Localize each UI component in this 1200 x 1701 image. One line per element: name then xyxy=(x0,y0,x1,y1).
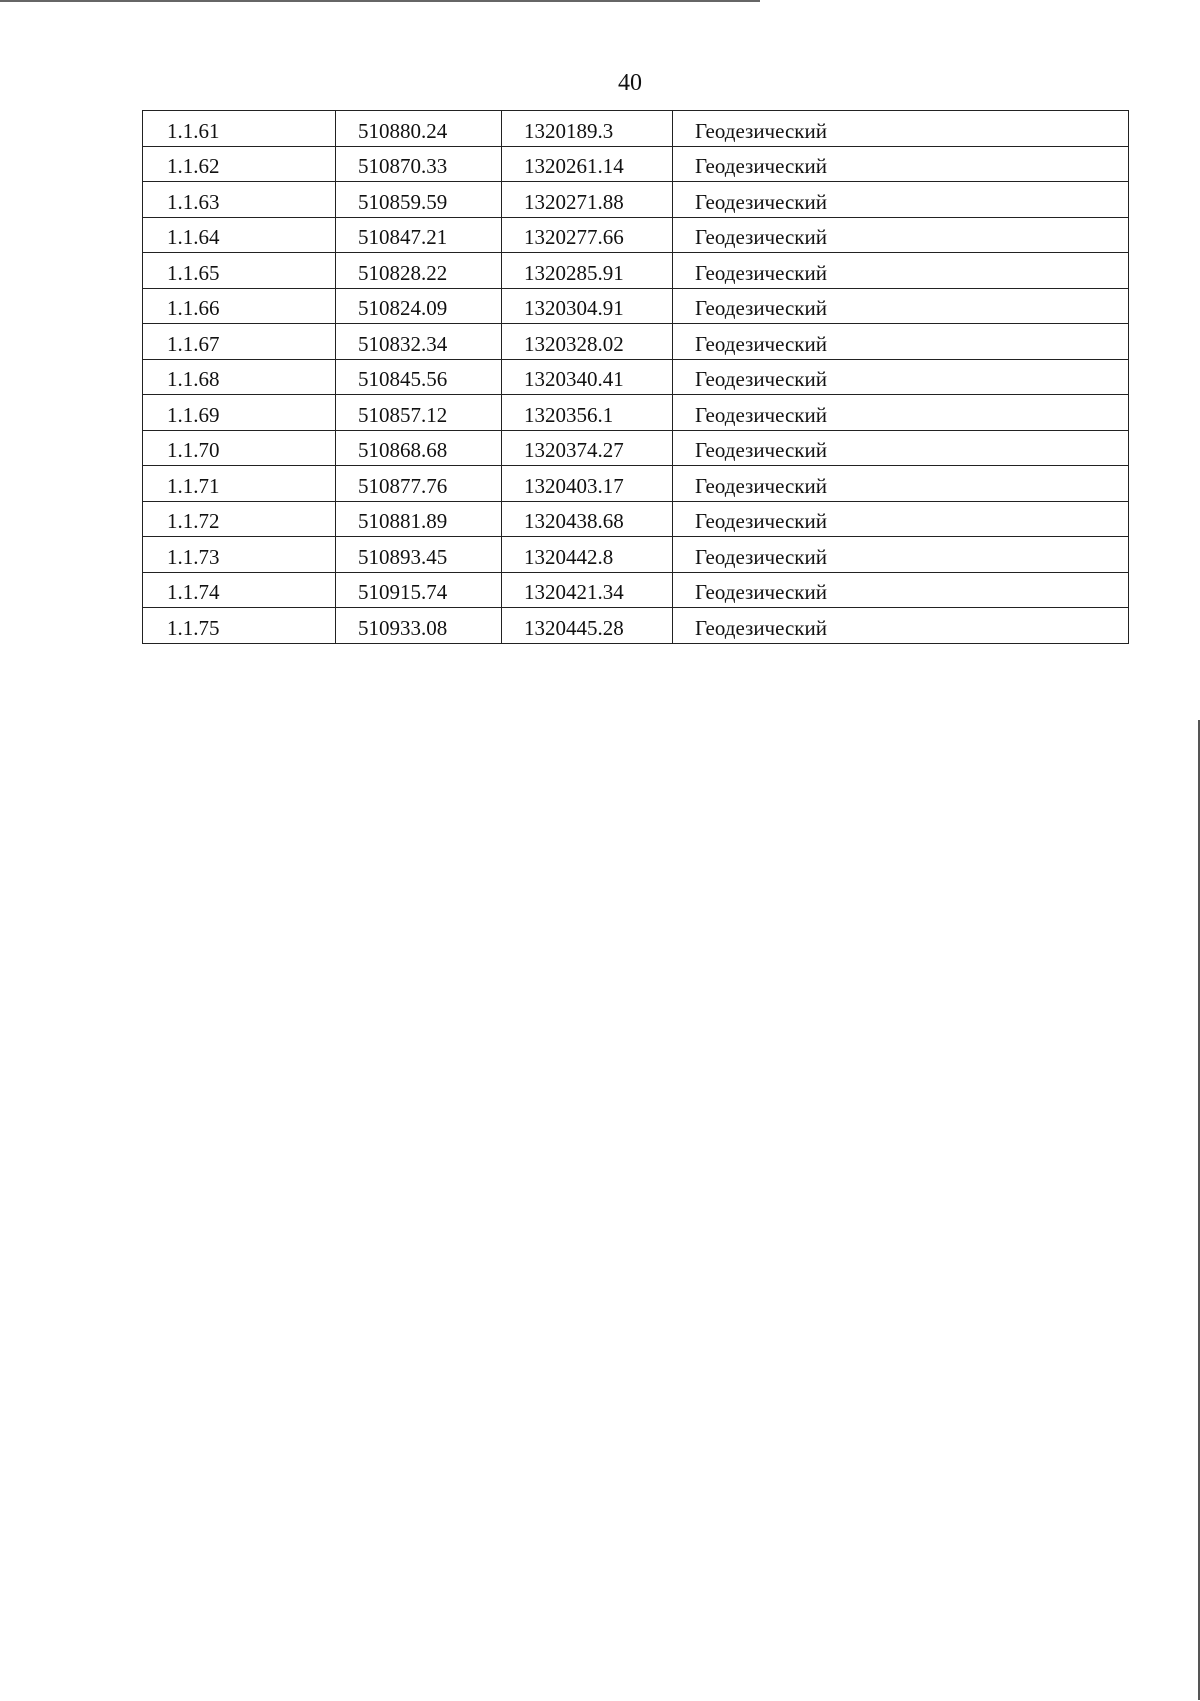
method-cell: Геодезический xyxy=(673,146,1129,182)
method-cell: Геодезический xyxy=(673,359,1129,395)
method-cell: Геодезический xyxy=(673,395,1129,431)
x-coordinate-cell: 510824.09 xyxy=(336,288,502,324)
y-coordinate-cell: 1320271.88 xyxy=(502,182,673,218)
method-cell: Геодезический xyxy=(673,608,1129,644)
point-number-cell: 1.1.69 xyxy=(143,395,336,431)
table-row xyxy=(143,572,1129,608)
y-coordinate-cell: 1320328.02 xyxy=(502,324,673,360)
point-number-cell: 1.1.61 xyxy=(143,111,336,147)
x-coordinate-cell: 510915.74 xyxy=(336,572,502,608)
point-number-cell: 1.1.68 xyxy=(143,359,336,395)
table-row xyxy=(143,501,1129,537)
table-row xyxy=(143,217,1129,253)
table-row xyxy=(143,466,1129,502)
table-row xyxy=(143,537,1129,573)
point-number-cell: 1.1.62 xyxy=(143,146,336,182)
method-cell: Геодезический xyxy=(673,253,1129,289)
y-coordinate-cell: 1320438.68 xyxy=(502,501,673,537)
scan-top-edge xyxy=(0,0,760,2)
point-number-cell: 1.1.70 xyxy=(143,430,336,466)
x-coordinate-cell: 510847.21 xyxy=(336,217,502,253)
x-coordinate-cell: 510893.45 xyxy=(336,537,502,573)
point-number-cell: 1.1.67 xyxy=(143,324,336,360)
x-coordinate-cell: 510828.22 xyxy=(336,253,502,289)
point-number-cell: 1.1.75 xyxy=(143,608,336,644)
method-cell: Геодезический xyxy=(673,288,1129,324)
point-number-cell: 1.1.72 xyxy=(143,501,336,537)
method-cell: Геодезический xyxy=(673,324,1129,360)
x-coordinate-cell: 510859.59 xyxy=(336,182,502,218)
table-row xyxy=(143,395,1129,431)
y-coordinate-cell: 1320421.34 xyxy=(502,572,673,608)
method-cell: Геодезический xyxy=(673,572,1129,608)
x-coordinate-cell: 510880.24 xyxy=(336,111,502,147)
method-cell: Геодезический xyxy=(673,537,1129,573)
coordinates-table xyxy=(142,110,1129,644)
point-number-cell: 1.1.73 xyxy=(143,537,336,573)
y-coordinate-cell: 1320442.8 xyxy=(502,537,673,573)
y-coordinate-cell: 1320445.28 xyxy=(502,608,673,644)
x-coordinate-cell: 510870.33 xyxy=(336,146,502,182)
table-row xyxy=(143,430,1129,466)
table-row xyxy=(143,253,1129,289)
table-row xyxy=(143,288,1129,324)
x-coordinate-cell: 510845.56 xyxy=(336,359,502,395)
y-coordinate-cell: 1320189.3 xyxy=(502,111,673,147)
point-number-cell: 1.1.64 xyxy=(143,217,336,253)
table-row xyxy=(143,182,1129,218)
x-coordinate-cell: 510881.89 xyxy=(336,501,502,537)
y-coordinate-cell: 1320304.91 xyxy=(502,288,673,324)
point-number-cell: 1.1.65 xyxy=(143,253,336,289)
x-coordinate-cell: 510857.12 xyxy=(336,395,502,431)
method-cell: Геодезический xyxy=(673,217,1129,253)
point-number-cell: 1.1.74 xyxy=(143,572,336,608)
method-cell: Геодезический xyxy=(673,501,1129,537)
coordinates-table-body xyxy=(143,111,1129,644)
y-coordinate-cell: 1320374.27 xyxy=(502,430,673,466)
method-cell: Геодезический xyxy=(673,182,1129,218)
point-number-cell: 1.1.71 xyxy=(143,466,336,502)
y-coordinate-cell: 1320403.17 xyxy=(502,466,673,502)
table-row xyxy=(143,324,1129,360)
y-coordinate-cell: 1320340.41 xyxy=(502,359,673,395)
x-coordinate-cell: 510933.08 xyxy=(336,608,502,644)
method-cell: Геодезический xyxy=(673,466,1129,502)
x-coordinate-cell: 510868.68 xyxy=(336,430,502,466)
y-coordinate-cell: 1320356.1 xyxy=(502,395,673,431)
y-coordinate-cell: 1320261.14 xyxy=(502,146,673,182)
method-cell: Геодезический xyxy=(673,111,1129,147)
page-number: 40 xyxy=(618,70,642,96)
table-row xyxy=(143,359,1129,395)
table-row xyxy=(143,146,1129,182)
point-number-cell: 1.1.63 xyxy=(143,182,336,218)
table-row xyxy=(143,608,1129,644)
y-coordinate-cell: 1320285.91 xyxy=(502,253,673,289)
y-coordinate-cell: 1320277.66 xyxy=(502,217,673,253)
method-cell: Геодезический xyxy=(673,430,1129,466)
table-row xyxy=(143,111,1129,147)
point-number-cell: 1.1.66 xyxy=(143,288,336,324)
x-coordinate-cell: 510832.34 xyxy=(336,324,502,360)
x-coordinate-cell: 510877.76 xyxy=(336,466,502,502)
